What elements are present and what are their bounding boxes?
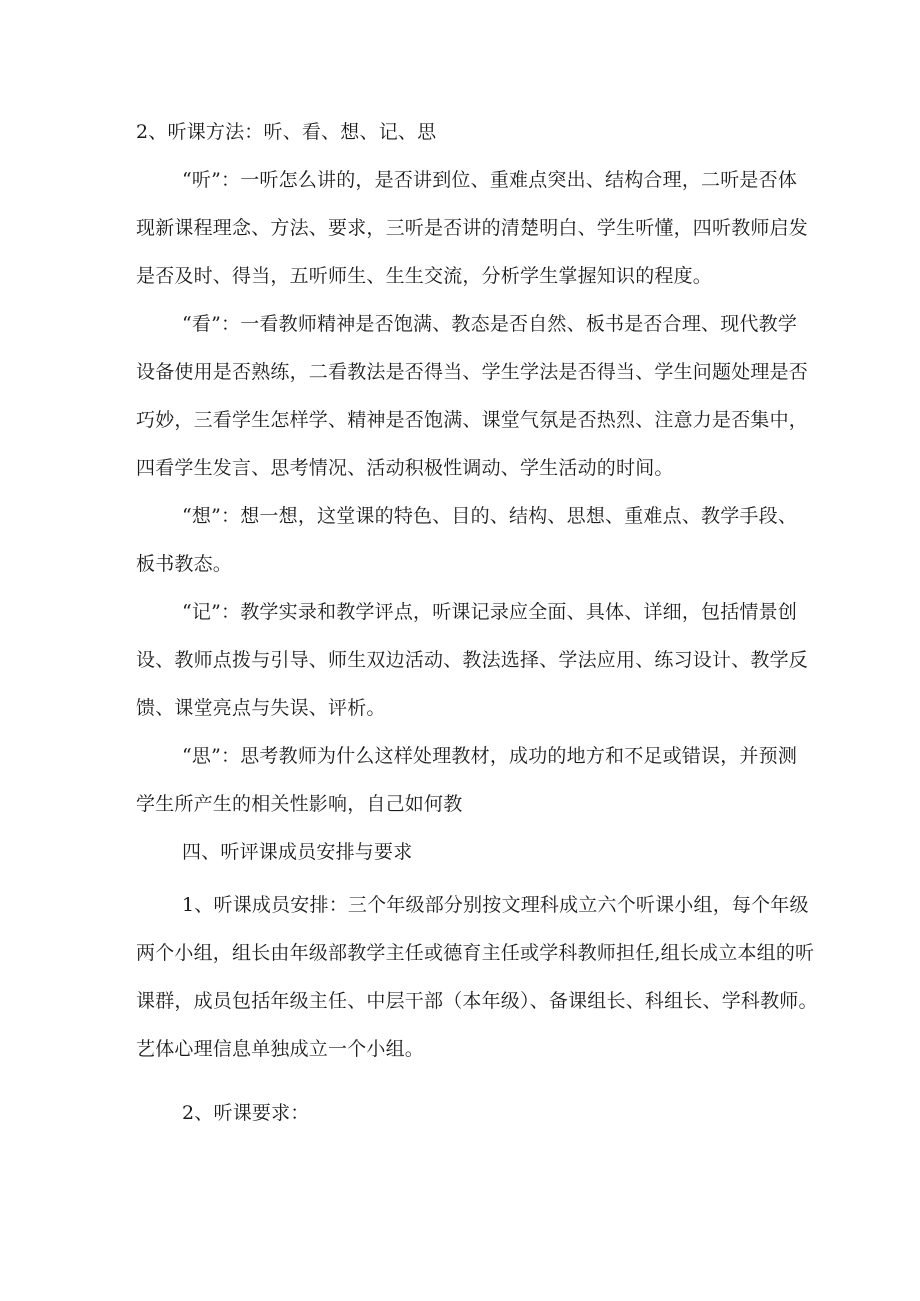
paragraph-record-line: 馈、课堂亮点与失误、评析。 bbox=[136, 697, 386, 719]
paragraph-look-line: 四看学生发言、思考情况、活动积极性调动、学生活动的时间。 bbox=[136, 457, 674, 479]
paragraph-look-line: 巧妙，三看学生怎样学、精神是否饱满、课堂气氛是否热烈、注意力是否集中， bbox=[136, 409, 809, 431]
paragraph-look-line: 设备使用是否熟练，二看教法是否得当、学生学法是否得当、学生问题处理是否 bbox=[136, 361, 809, 383]
paragraph-members-line: 两个小组，组长由年级部教学主任或德育主任或学科教师担任,组长成立本组的听 bbox=[136, 942, 815, 964]
paragraph-members-line: 1、听课成员安排：三个年级部分别按文理科成立六个听课小组，每个年级 bbox=[182, 894, 809, 916]
paragraph-listen-line: “听”：一听怎么讲的，是否讲到位、重难点突出、结构合理，二听是否体 bbox=[182, 169, 798, 191]
heading-listening-requirements: 2、听课要求： bbox=[182, 1102, 310, 1124]
paragraph-members-line: 课群，成员包括年级主任、中层干部（本年级）、备课组长、科组长、学科教师。 bbox=[136, 990, 818, 1012]
paragraph-think-line: “想”：想一想，这堂课的特色、目的、结构、思想、重难点、教学手段、 bbox=[182, 505, 798, 527]
paragraph-think-line: 板书教态。 bbox=[136, 553, 233, 575]
paragraph-record-line: “记”：教学实录和教学评点，听课记录应全面、具体、详细，包括情景创 bbox=[182, 601, 798, 623]
paragraph-look-line: “看”：一看教师精神是否饱满、教态是否自然、板书是否合理、现代教学 bbox=[182, 313, 798, 335]
paragraph-members-line: 艺体心理信息单独成立一个小组。 bbox=[136, 1038, 425, 1060]
paragraph-reflect-line: 学生所产生的相关性影响，自己如何教 bbox=[136, 793, 463, 815]
paragraph-record-line: 设、教师点拨与引导、师生双边活动、教法选择、学法应用、练习设计、教学反 bbox=[136, 649, 809, 671]
section-heading-members: 四、听评课成员安排与要求 bbox=[182, 841, 413, 863]
heading-listening-methods: 2、听课方法：听、看、想、记、思 bbox=[136, 121, 437, 143]
paragraph-listen-line: 现新课程理念、方法、要求，三听是否讲的清楚明白、学生听懂，四听教师启发 bbox=[136, 217, 809, 239]
paragraph-listen-line: 是否及时、得当，五听师生、生生交流，分析学生掌握知识的程度。 bbox=[136, 265, 713, 287]
paragraph-reflect-line: “思”：思考教师为什么这样处理教材，成功的地方和不足或错误，并预测 bbox=[182, 745, 798, 767]
